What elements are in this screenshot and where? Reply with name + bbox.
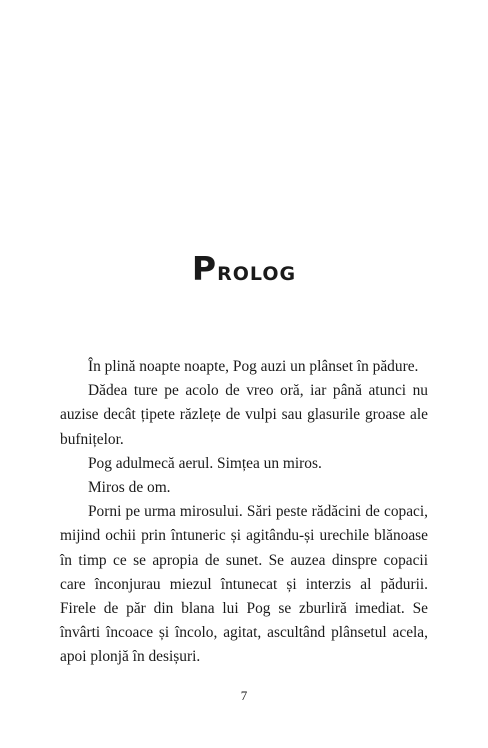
paragraph: Porni pe urma mirosului. Sări peste rădăcini de copaci, mijind ochii prin întuneric și agitându-și urechile blănoase în timp ce se apropia de sunet. Se auzea dinspre copacii care înconjurau miezul întunecat și interzis al pădurii. Firele de păr din blana lui Pog se zburliră imediat. Se învârti încoace și încolo, agitat, ascultând plânsetul acela, apoi plonjă în desișuri. [60, 503, 428, 666]
paragraph: Pog adulmecă aerul. Simțea un miros. [88, 454, 322, 472]
paragraph: Dădea ture pe acolo de vreo oră, iar până atunci nu auzise decât țipete răzlețe de vulpi sau glasurile groase ale bufnițelor. [60, 382, 428, 448]
page-number: 7 [240, 688, 248, 703]
paragraph: În plină noapte noapte, Pog auzi un plânset în pădure. [88, 358, 419, 375]
chapter-body [60, 355, 428, 670]
chapter-title [0, 249, 488, 288]
chapter-title-rest: rolog [217, 256, 297, 287]
chapter-title-initial: P [191, 249, 218, 288]
paragraph: Miros de om. [88, 479, 171, 497]
